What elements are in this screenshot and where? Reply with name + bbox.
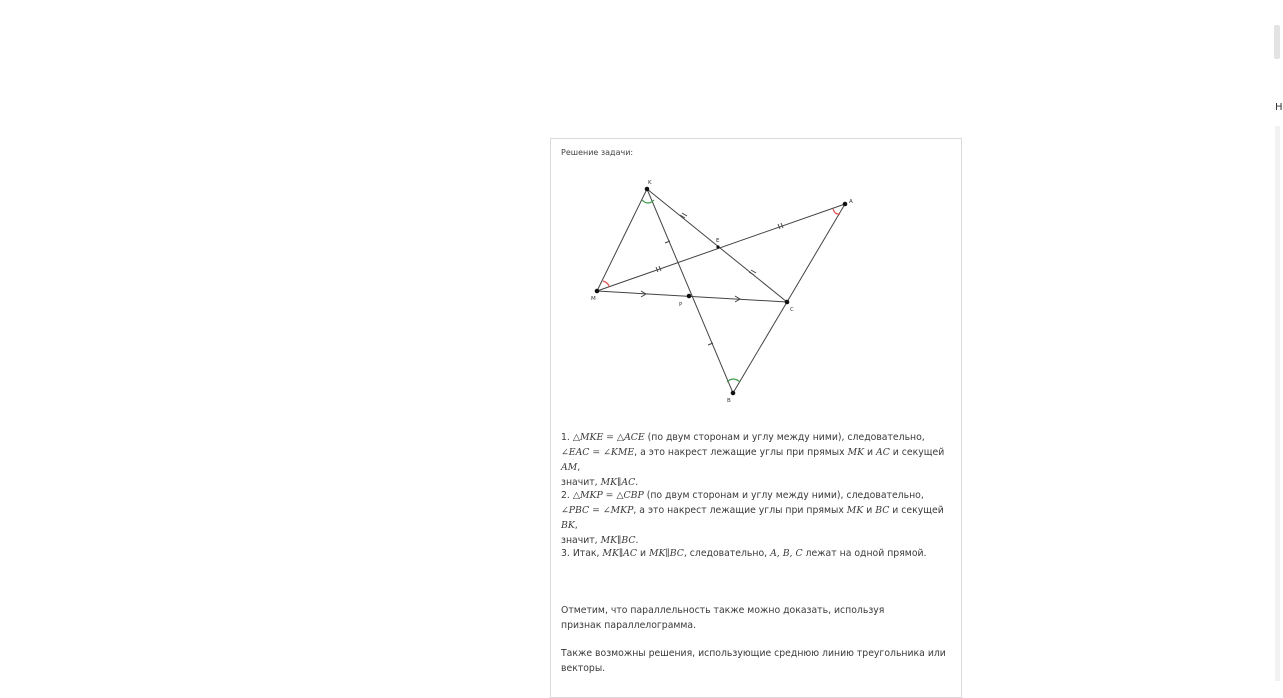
text: , следовательно, xyxy=(683,548,771,559)
scrollbar-track[interactable] xyxy=(1275,126,1280,681)
segment-KC xyxy=(647,189,787,302)
point-C xyxy=(785,300,790,305)
math: MK∥BC xyxy=(648,548,684,559)
text: и xyxy=(637,548,649,559)
segment-MA xyxy=(597,204,845,291)
point-K xyxy=(645,187,650,192)
math: △MKP = △CBP xyxy=(572,490,644,501)
text: , а это накрест лежащие углы при прямых xyxy=(633,505,847,516)
math: MK∥AC xyxy=(602,548,638,559)
text: , а это накрест лежащие углы при прямых xyxy=(634,447,848,458)
segment-CB xyxy=(733,302,787,393)
note-alternatives: Также возможны решения, использующие среднюю линию треугольника или векторы. xyxy=(561,648,946,674)
step-2-line-2 xyxy=(561,503,956,533)
solution-card xyxy=(550,138,962,698)
math: MK∥AC xyxy=(600,477,636,488)
tick-KE-2 xyxy=(682,213,687,216)
text: значит, xyxy=(561,477,601,488)
step-2 xyxy=(561,488,956,548)
text: 3. Итак, xyxy=(561,548,603,559)
math: MK∥BC xyxy=(600,535,636,546)
point-M xyxy=(595,289,600,294)
text: (по двум сторонам и углу между ними), следовательно, xyxy=(643,490,924,501)
math: ∠PBC = ∠MKP xyxy=(561,505,634,516)
cut-off-edge-text: H xyxy=(1275,102,1283,113)
step-2-line-1 xyxy=(561,488,956,503)
math: BC xyxy=(875,505,890,516)
label-C: C xyxy=(790,307,794,313)
step-number: 2. xyxy=(561,490,573,501)
step-1-line-1 xyxy=(561,430,956,445)
text: лежат на одной прямой. xyxy=(802,548,927,559)
note-parallelogram: Отметим, что параллельность также можно доказать, используя признак параллелограмма. xyxy=(561,605,885,631)
text: и секущей xyxy=(889,447,945,458)
math: BK xyxy=(561,520,575,531)
text: (по двум сторонам и углу между ними), следовательно, xyxy=(644,432,925,443)
math: MK xyxy=(846,505,864,516)
text: и секущей xyxy=(889,505,944,516)
label-K: K xyxy=(648,180,652,186)
math: AC xyxy=(876,447,890,458)
math: AM xyxy=(561,462,578,473)
text: и xyxy=(864,447,876,458)
label-M: M xyxy=(591,296,596,302)
angle-arc-M xyxy=(603,281,609,287)
segment-AC xyxy=(787,204,845,302)
math: △MKE = △ACE xyxy=(572,432,645,443)
text: , xyxy=(577,462,581,473)
step-3 xyxy=(561,546,956,561)
label-B: B xyxy=(727,398,731,404)
point-P xyxy=(687,294,692,299)
math: MK xyxy=(847,447,865,458)
text: . xyxy=(635,477,639,488)
step-number: 1. xyxy=(561,432,573,443)
label-A: A xyxy=(849,199,853,205)
label-E: E xyxy=(716,238,720,244)
point-A xyxy=(843,202,848,207)
point-B xyxy=(731,391,736,396)
angle-arc-B xyxy=(727,379,740,382)
geometry-figure xyxy=(551,139,963,409)
tick-EC-1 xyxy=(749,272,754,275)
text: , xyxy=(574,520,578,531)
text: значит, xyxy=(561,535,601,546)
solution-title: Решение задачи: xyxy=(561,148,634,157)
math: ∠EAC = ∠KME xyxy=(561,447,635,458)
tick-EC-2 xyxy=(751,270,756,273)
text: . xyxy=(635,535,639,546)
point-E xyxy=(716,245,719,248)
scrollbar-thumb[interactable] xyxy=(1274,25,1280,59)
text: и xyxy=(863,505,876,516)
segment-KB xyxy=(647,189,733,393)
math: A, B, C xyxy=(770,548,803,559)
step-1 xyxy=(561,430,956,490)
step-1-line-2 xyxy=(561,445,956,475)
label-P: P xyxy=(679,302,683,308)
